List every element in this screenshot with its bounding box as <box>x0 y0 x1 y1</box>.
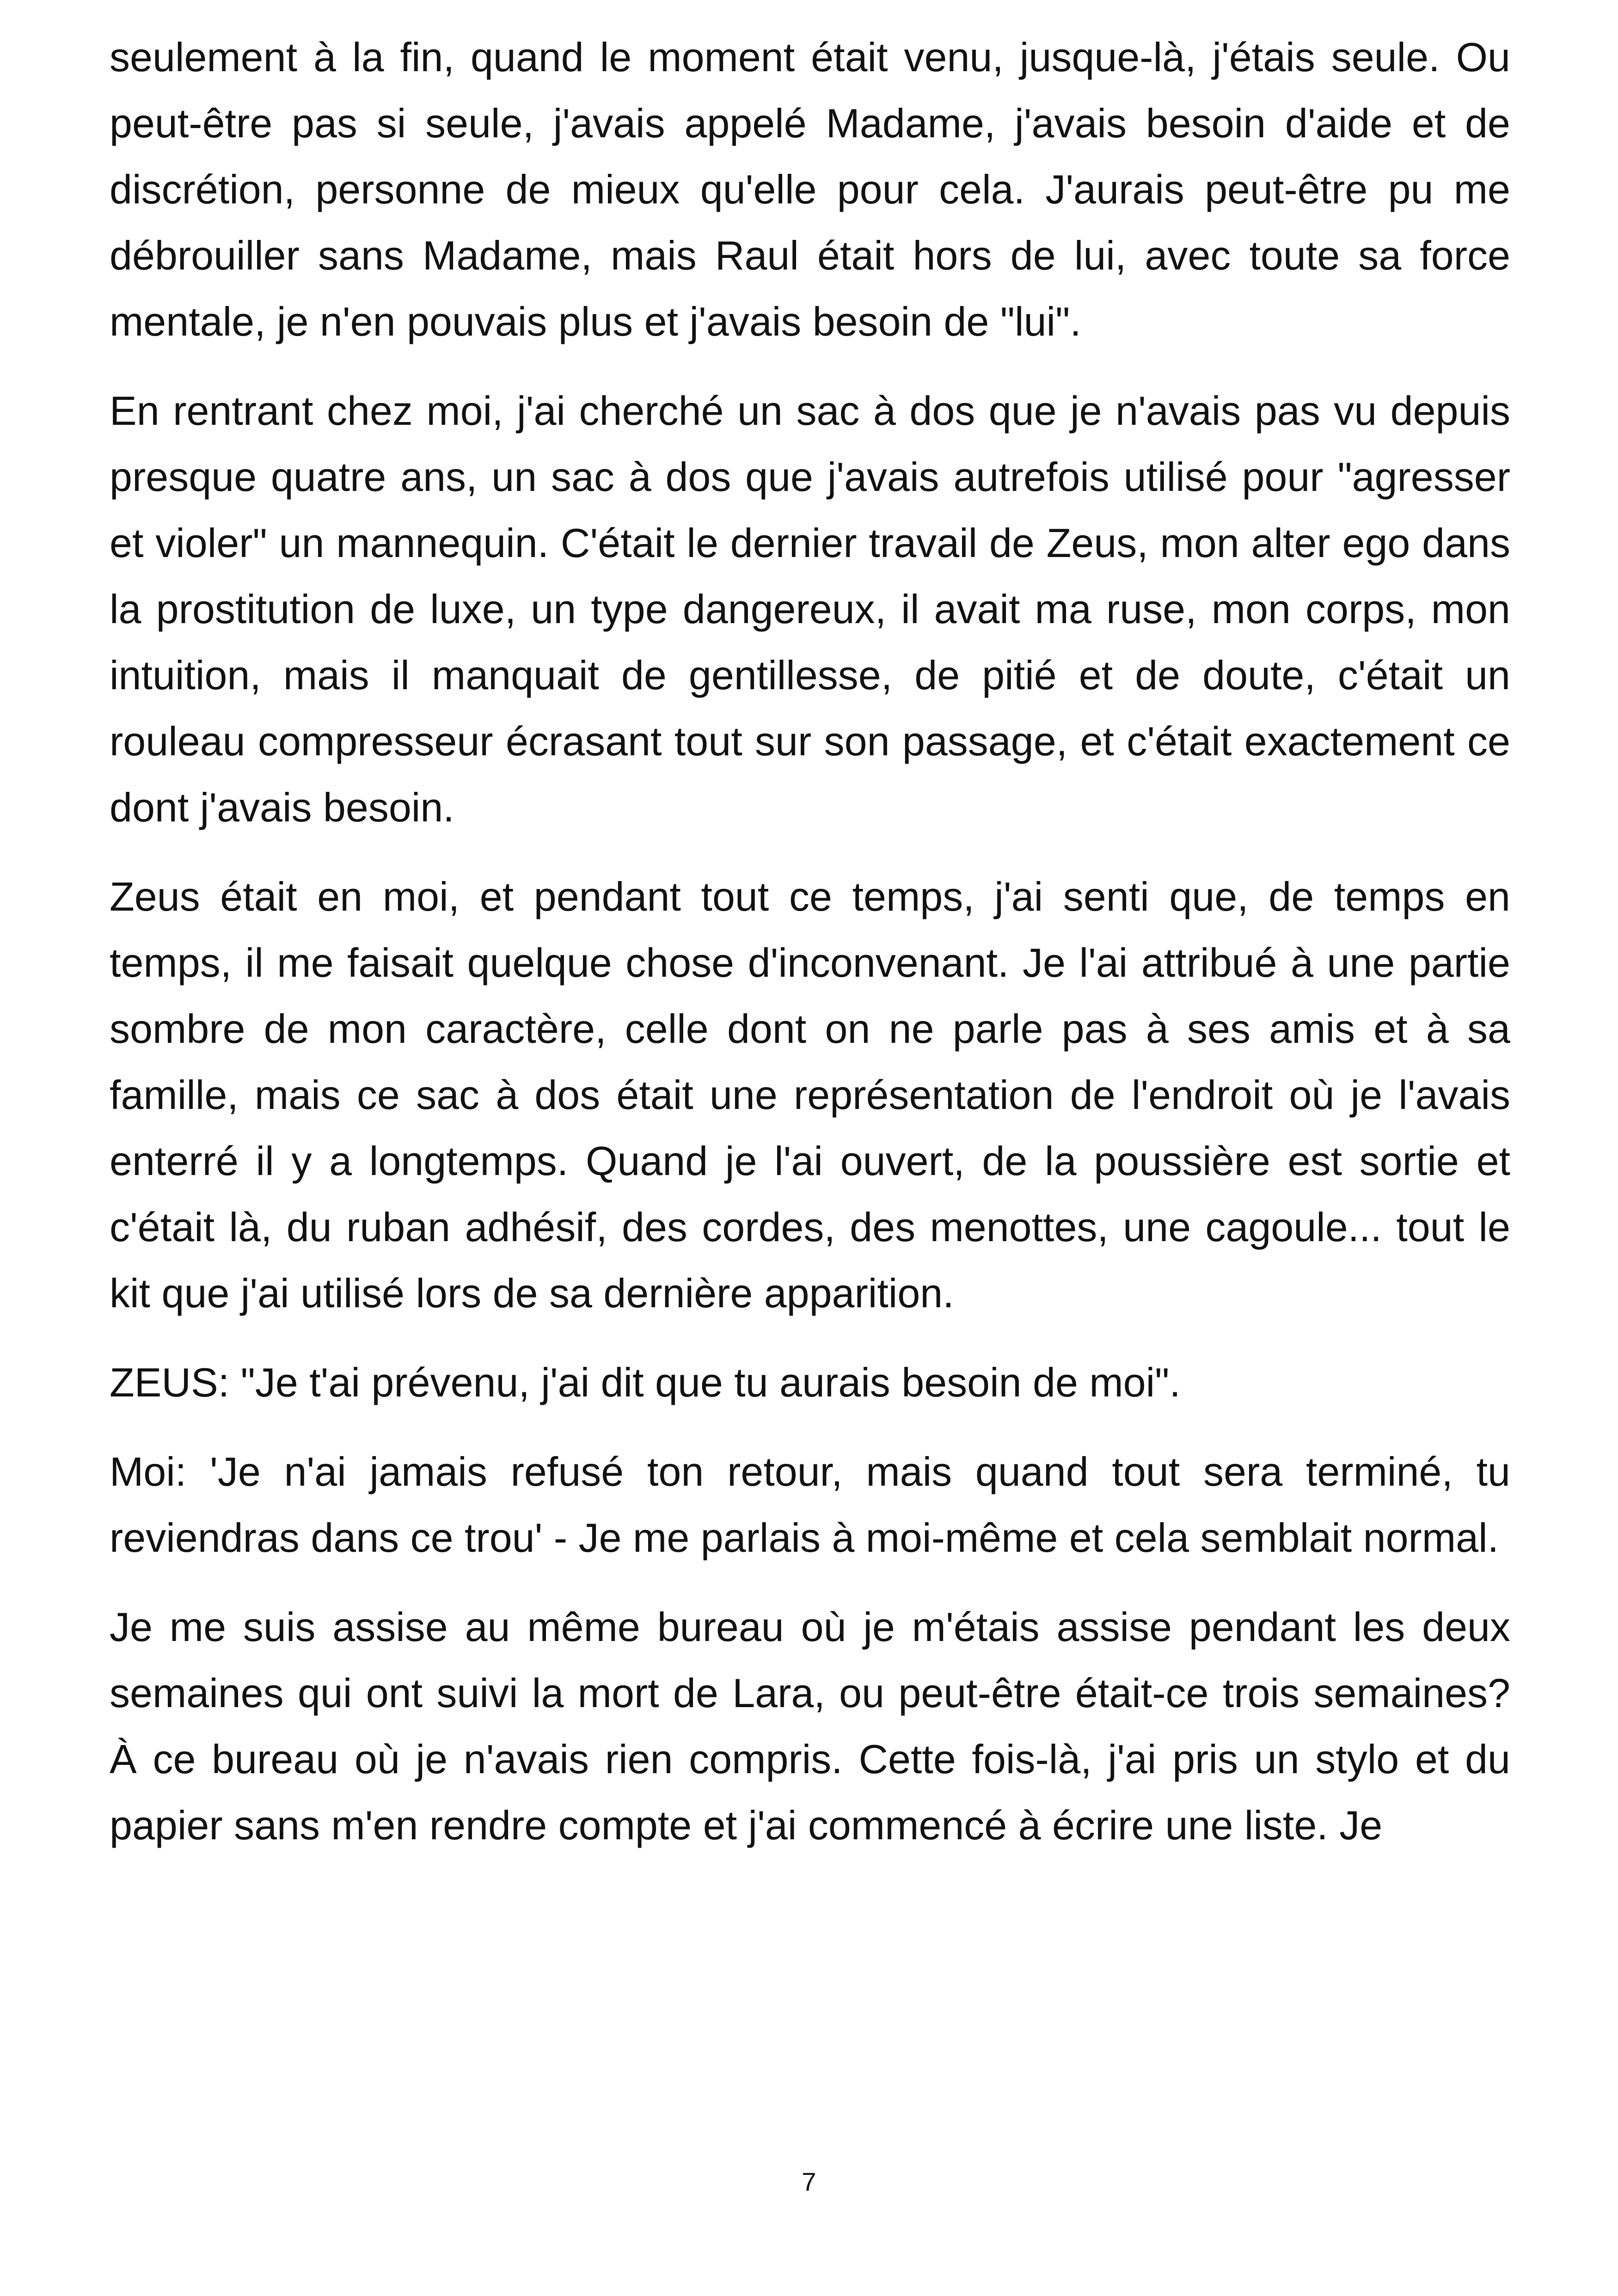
paragraph-3: Zeus était en moi, et pendant tout ce temps, j'ai senti que, de temps en temps, il me faisait quelque chose d'inconvenant. Je l'ai attribué à une partie sombre de mon caractère, celle dont on ne parle pas à ses amis et à sa famille, mais ce sac à dos était une représentation de l'endroit où je l'avais enterré il y a longtemps. Quand je l'ai ouvert, de la poussière est sortie et c'était là, du ruban adhésif, des cordes, des menottes, une cagoule... tout le kit que j'ai utilisé lors de sa dernière apparition. <box>110 874 1510 1316</box>
paragraph-5: Moi: 'Je n'ai jamais refusé ton retour, mais quand tout sera terminé, tu reviendras dans ce trou' - Je me parlais à moi-même et cela semblait normal. <box>110 1449 1510 1561</box>
body-text <box>110 24 1510 1881</box>
paragraph-2: En rentrant chez moi, j'ai cherché un sac à dos que je n'avais pas vu depuis presque quatre ans, un sac à dos que j'avais autrefois utilisé pour "agresser et violer" un mannequin. C'était le dernier travail de Zeus, mon alter ego dans la prostitution de luxe, un type dangereux, il avait ma ruse, mon corps, mon intuition, mais il manquait de gentillesse, de pitié et de doute, c'était un rouleau compresseur écrasant tout sur son passage, et c'était exactement ce dont j'avais besoin. <box>110 388 1510 830</box>
paragraph-6: Je me suis assise au même bureau où je m'étais assise pendant les deux semaines qui ont suivi la mort de Lara, ou peut-être était-ce trois semaines? À ce bureau où je n'avais rien compris. Cette fois-là, j'ai pris un stylo et du papier sans m'en rendre compte et j'ai commencé à écrire une liste. Je <box>110 1604 1510 1848</box>
paragraph-1: seulement à la fin, quand le moment était venu, jusque-là, j'étais seule. Ou peut-être pas si seule, j'avais appelé Madame, j'avais besoin d'aide et de discrétion, personne de mieux qu'elle pour cela. J'aurais peut-être pu me débrouiller sans Madame, mais Raul était hors de lui, avec toute sa force mentale, je n'en pouvais plus et j'avais besoin de "lui". <box>110 34 1510 344</box>
paragraph-4: ZEUS: "Je t'ai prévenu, j'ai dit que tu aurais besoin de moi". <box>110 1359 1181 1405</box>
page-number: 7 <box>802 2167 816 2196</box>
